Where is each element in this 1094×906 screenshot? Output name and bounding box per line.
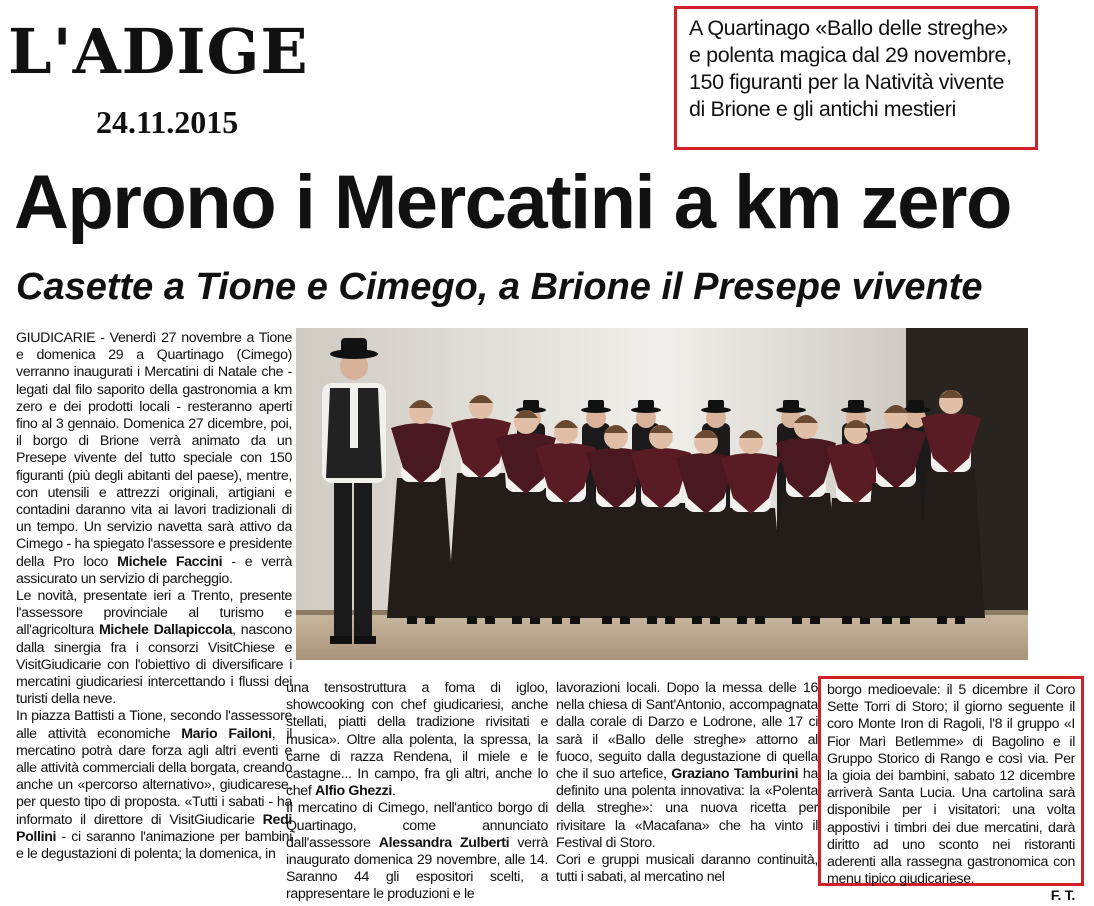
text-run: lavorazioni locali. Dopo la messa delle 16 nella chiesa di Sant'Antonio, accompagnata dalla corale di Darzo e Lodrone, alle 17 ci sarà il «Ballo delle streghe» attorno al fuoco, seguito dalla degustazione di quella che il suo artefice, <box>556 680 818 783</box>
text-run: , nascono dalla sinergia fra i consorzi VisitChiese e VisitGiudicarie con l'obiettivo di diversificare i mercatini giudicariesi intercettando i flussi dei turisti della neve. <box>16 622 292 708</box>
text-run: In piazza Battisti a Tione, secondo l'assessore alle attività economiche <box>16 708 292 742</box>
person-name: Mario Failoni <box>181 725 272 742</box>
teaser-line: di Brione e gli antichi mestieri <box>689 97 956 121</box>
text-run: - e verrà assicurato un servizio di parcheggio. <box>16 553 293 587</box>
author-initials: F. T. <box>1050 888 1075 905</box>
paragraph <box>556 852 818 886</box>
text-run: , il mercatino potrà dare forza agli altri eventi e alle attività commerciali della borgata, creando anche un «percorso alternativo», giudicarese, per questo tipo di proposta. «Tutti i sabati - ha informato il direttore di VisitGiudicarie <box>16 725 292 828</box>
text-run: . <box>392 783 396 800</box>
text-run: ha definito una polenta innovativa: la «Polenta della streghe»: una nuova ricetta per rivisitare la «Macafana» che ha vinto il Festival di Storo. <box>556 766 818 851</box>
paragraph <box>286 800 548 903</box>
teaser-line: A Quartinago «Ballo delle streghe» <box>689 16 1008 40</box>
person-name: Graziano Tamburini <box>671 766 799 783</box>
person-name: Alfio Ghezzi <box>315 783 392 800</box>
text-run: GIUDICARIE - Venerdì 27 novembre a Tione e domenica 29 a Quartinago (Cimego) verranno inaugurati i Mercatini di Natale che - legati dal filo saporito della gastronomia a km zero e dei prodotti locali - resteranno aperti fino al 3 gennaio. Domenica 27 dicembre, poi, il borgo di Brione verrà animato da un Presepe vivente del tutto speciale con 150 figuranti (più degli abitanti del paese), mentre, con utensili e attrezzi originali, artigiani e contadini daranno vita ai lavori tradizionali di un tempo. Un servizio navetta sarà attivo da Cimego - ha spiegato l'assessore e presidente della Pro loco <box>16 330 292 570</box>
text-run: - ci saranno l'animazione per bambini e le degustazioni di polenta; la domenica, in <box>16 828 292 863</box>
group-photo <box>296 328 1028 660</box>
text-run: verrà inaugurato domenica 29 novembre, alle 14. Saranno 44 gli espositori scelti, a rappresentare le produzioni e le <box>286 834 549 903</box>
teaser-box <box>674 6 1038 150</box>
choir-photo-illustration <box>296 328 1028 660</box>
highlighted-column-box <box>818 676 1084 905</box>
photo-figure <box>387 400 455 624</box>
person-name: Michele Faccini <box>117 553 223 570</box>
newspaper-masthead: L'ADIGE <box>8 15 309 88</box>
article-column-3 <box>556 680 818 886</box>
teaser-line: e polenta magica dal 29 novembre, <box>689 43 1012 67</box>
publication-date: 24.11.2015 <box>96 104 239 140</box>
article-column-2 <box>286 680 549 903</box>
paragraph <box>16 708 292 863</box>
paragraph <box>16 588 292 708</box>
paragraph <box>286 680 548 800</box>
article-column-1 <box>16 330 292 890</box>
person-name: Michele Dallapiccola <box>98 622 233 639</box>
person-name: Alessandra Zulberti <box>378 834 510 851</box>
text-run: Il mercatino di Cimego, nell'antico borgo di Quartinago, come annunciato dall'assessore <box>286 800 548 851</box>
paragraph <box>16 330 292 588</box>
teaser-line: 150 figuranti per la Natività vivente <box>689 70 1005 94</box>
text-run: una tensostruttura a foma di igloo, showcooking con chef giudicariesi, anche stellati, piatti della tradizione rivisitati e musica». Oltre alla polenta, la spressa, la carne di razza Rendena, il miele e le castagne... In campo, fra gli altri, anche lo chef <box>286 680 548 800</box>
article-subheadline: Casette a Tione e Cimego, a Brione il Presepe vivente <box>16 266 983 308</box>
text-run: Le novità, presentate ieri a Trento, presente l'assessore provinciale al turismo e all'agricoltura <box>16 588 292 639</box>
paragraph: borgo medioevale: il 5 dicembre il Coro Sette Torri di Storo; il giorno seguente il coro Monte Iron di Ragoli, l'8 il gruppo «I Fior Marì Betlemme» di Bagolino e il Gruppo Storico di Rango e così via. Per la gioia dei bambini, sabato 12 dicembre arriverà Santa Lucia. Una cartolina sarà disponibile per i visitatori: una volta appostivi i timbri dei due mercatini, darà diritto ad uno sconto nei ristoranti aderenti alla rassegna gastronomica con menu tipico giudicariese. <box>827 682 1075 888</box>
article-column-4 <box>827 682 1075 905</box>
person-name: Redi Pollini <box>16 811 292 845</box>
text-run: Cori e gruppi musicali daranno continuità, tutti i sabati, al mercatino nel <box>556 852 818 886</box>
photo-figure <box>917 390 985 624</box>
article-headline: Aprono i Mercatini a km zero <box>14 160 1011 245</box>
paragraph <box>556 680 818 852</box>
